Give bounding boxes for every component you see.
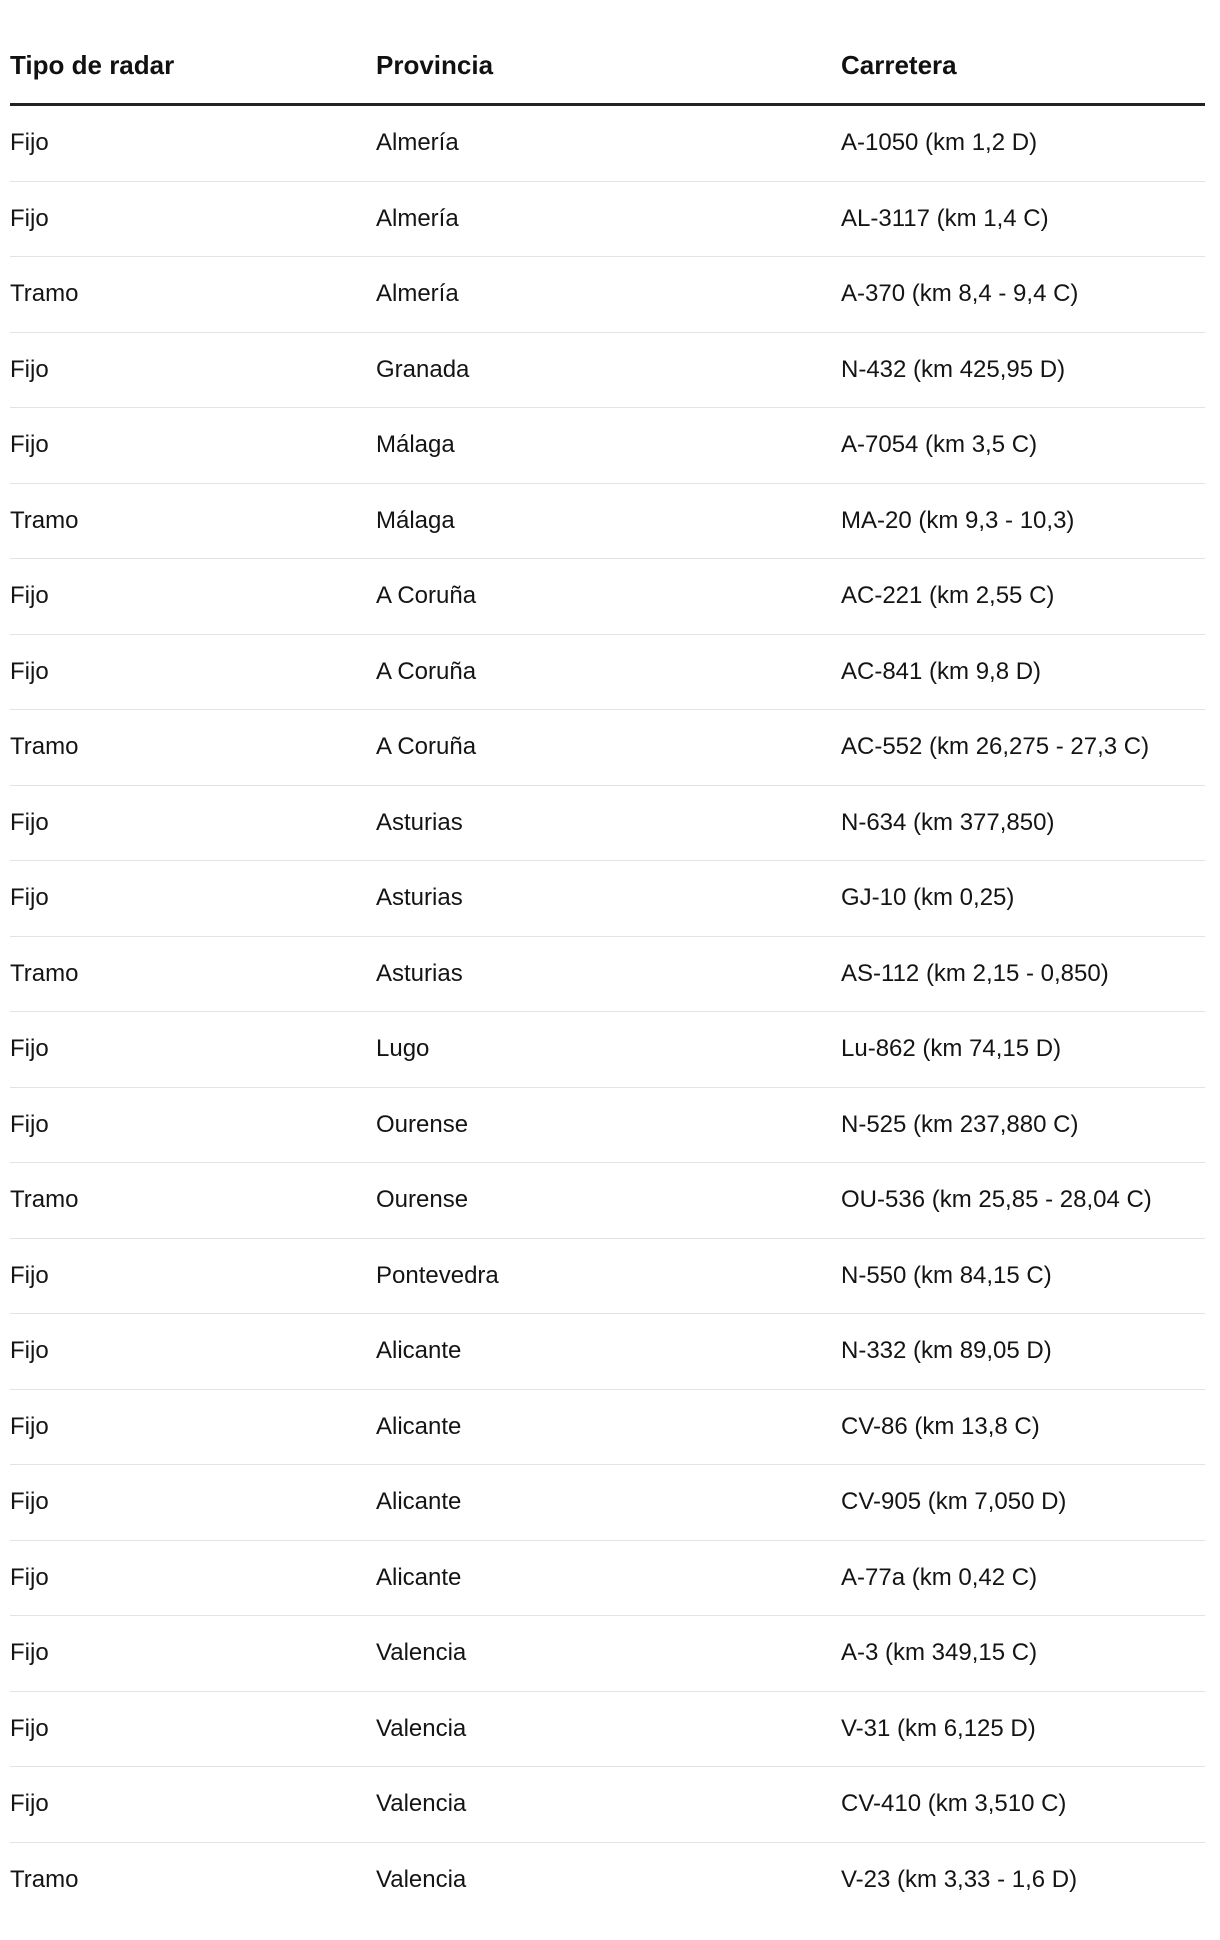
- header-carretera: Carretera: [841, 50, 957, 80]
- table-row: [10, 1012, 1205, 1088]
- table-row: [10, 937, 1205, 1013]
- table-row: [10, 408, 1205, 484]
- cell-tipo: Fijo: [10, 1412, 49, 1440]
- table-row: [10, 1767, 1205, 1843]
- table-row: [10, 1465, 1205, 1541]
- cell-carretera: CV-410 (km 3,510 C): [841, 1790, 1067, 1818]
- cell-tipo: Fijo: [10, 1261, 49, 1289]
- cell-tipo: Fijo: [10, 1714, 49, 1742]
- cell-provincia: Alicante: [376, 1412, 462, 1440]
- cell-carretera: A-1050 (km 1,2 D): [841, 129, 1038, 157]
- cell-provincia: Valencia: [376, 1790, 467, 1818]
- cell-tipo: Fijo: [10, 1110, 49, 1138]
- table-row: [10, 484, 1205, 560]
- table-row: [10, 1163, 1205, 1239]
- cell-carretera: MA-20 (km 9,3 - 10,3): [841, 506, 1075, 534]
- cell-carretera: N-432 (km 425,95 D): [841, 355, 1066, 383]
- table-row: [10, 861, 1205, 937]
- cell-provincia: A Coruña: [376, 733, 477, 761]
- cell-tipo: Fijo: [10, 657, 49, 685]
- cell-tipo: Tramo: [10, 1186, 79, 1214]
- cell-provincia: Asturias: [376, 884, 463, 912]
- cell-carretera: AS-112 (km 2,15 - 0,850): [841, 959, 1109, 987]
- cell-provincia: Lugo: [376, 1035, 430, 1063]
- cell-carretera: Lu-862 (km 74,15 D): [841, 1035, 1062, 1063]
- table-row: [10, 182, 1205, 258]
- table-row: [10, 1692, 1205, 1768]
- cell-tipo: Fijo: [10, 884, 49, 912]
- cell-tipo: Fijo: [10, 355, 49, 383]
- cell-tipo: Fijo: [10, 1639, 49, 1667]
- cell-provincia: Alicante: [376, 1563, 462, 1591]
- cell-carretera: AC-841 (km 9,8 D): [841, 657, 1042, 685]
- cell-provincia: Alicante: [376, 1337, 462, 1365]
- cell-provincia: A Coruña: [376, 582, 477, 610]
- cell-provincia: Almería: [376, 129, 459, 157]
- table-row: [10, 1541, 1205, 1617]
- table-row: [10, 1088, 1205, 1164]
- table-row: [10, 1616, 1205, 1692]
- cell-carretera: N-634 (km 377,850): [841, 808, 1055, 836]
- table-row: [10, 257, 1205, 333]
- cell-tipo: Tramo: [10, 506, 79, 534]
- cell-tipo: Tramo: [10, 280, 79, 308]
- table-row: [10, 1843, 1205, 1918]
- cell-provincia: Ourense: [376, 1110, 469, 1138]
- cell-carretera: CV-905 (km 7,050 D): [841, 1488, 1067, 1516]
- cell-tipo: Fijo: [10, 1035, 49, 1063]
- cell-tipo: Fijo: [10, 1337, 49, 1365]
- table-row: [10, 333, 1205, 409]
- cell-carretera: A-3 (km 349,15 C): [841, 1639, 1038, 1667]
- table-row: [10, 106, 1205, 182]
- table-row: [10, 1390, 1205, 1466]
- cell-tipo: Tramo: [10, 959, 79, 987]
- table-row: [10, 710, 1205, 786]
- cell-provincia: Alicante: [376, 1488, 462, 1516]
- cell-provincia: Valencia: [376, 1865, 467, 1893]
- cell-tipo: Fijo: [10, 808, 49, 836]
- cell-provincia: Málaga: [376, 506, 455, 534]
- cell-carretera: GJ-10 (km 0,25): [841, 884, 1015, 912]
- cell-provincia: Málaga: [376, 431, 455, 459]
- cell-carretera: A-77a (km 0,42 C): [841, 1563, 1038, 1591]
- radar-table: [10, 0, 1205, 1917]
- cell-carretera: V-31 (km 6,125 D): [841, 1714, 1036, 1742]
- cell-tipo: Tramo: [10, 1865, 79, 1893]
- cell-carretera: N-332 (km 89,05 D): [841, 1337, 1052, 1365]
- header-tipo-de-radar: Tipo de radar: [10, 50, 175, 80]
- cell-tipo: Fijo: [10, 204, 49, 232]
- cell-carretera: A-370 (km 8,4 - 9,4 C): [841, 280, 1079, 308]
- cell-tipo: Fijo: [10, 1563, 49, 1591]
- cell-provincia: Asturias: [376, 808, 463, 836]
- cell-tipo: Fijo: [10, 1790, 49, 1818]
- header-provincia: Provincia: [376, 50, 494, 80]
- cell-provincia: Ourense: [376, 1186, 469, 1214]
- cell-carretera: A-7054 (km 3,5 C): [841, 431, 1038, 459]
- cell-provincia: Asturias: [376, 959, 463, 987]
- cell-provincia: Valencia: [376, 1639, 467, 1667]
- cell-tipo: Tramo: [10, 733, 79, 761]
- cell-provincia: A Coruña: [376, 657, 477, 685]
- cell-carretera: AL-3117 (km 1,4 C): [841, 204, 1049, 232]
- table-row: [10, 786, 1205, 862]
- cell-tipo: Fijo: [10, 1488, 49, 1516]
- table-row: [10, 1314, 1205, 1390]
- cell-provincia: Almería: [376, 280, 459, 308]
- cell-carretera: OU-536 (km 25,85 - 28,04 C): [841, 1186, 1152, 1214]
- cell-provincia: Almería: [376, 204, 459, 232]
- cell-tipo: Fijo: [10, 582, 49, 610]
- cell-provincia: Valencia: [376, 1714, 467, 1742]
- cell-provincia: Pontevedra: [376, 1261, 499, 1289]
- cell-carretera: N-550 (km 84,15 C): [841, 1261, 1052, 1289]
- cell-provincia: Granada: [376, 355, 470, 383]
- cell-tipo: Fijo: [10, 129, 49, 157]
- cell-carretera: CV-86 (km 13,8 C): [841, 1412, 1040, 1440]
- table-header-row: [10, 0, 1205, 106]
- table-body: [10, 106, 1205, 1917]
- cell-carretera: AC-221 (km 2,55 C): [841, 582, 1055, 610]
- cell-tipo: Fijo: [10, 431, 49, 459]
- table-row: [10, 1239, 1205, 1315]
- table-row: [10, 559, 1205, 635]
- table-row: [10, 635, 1205, 711]
- cell-carretera: AC-552 (km 26,275 - 27,3 C): [841, 733, 1150, 761]
- cell-carretera: V-23 (km 3,33 - 1,6 D): [841, 1865, 1078, 1893]
- cell-carretera: N-525 (km 237,880 C): [841, 1110, 1079, 1138]
